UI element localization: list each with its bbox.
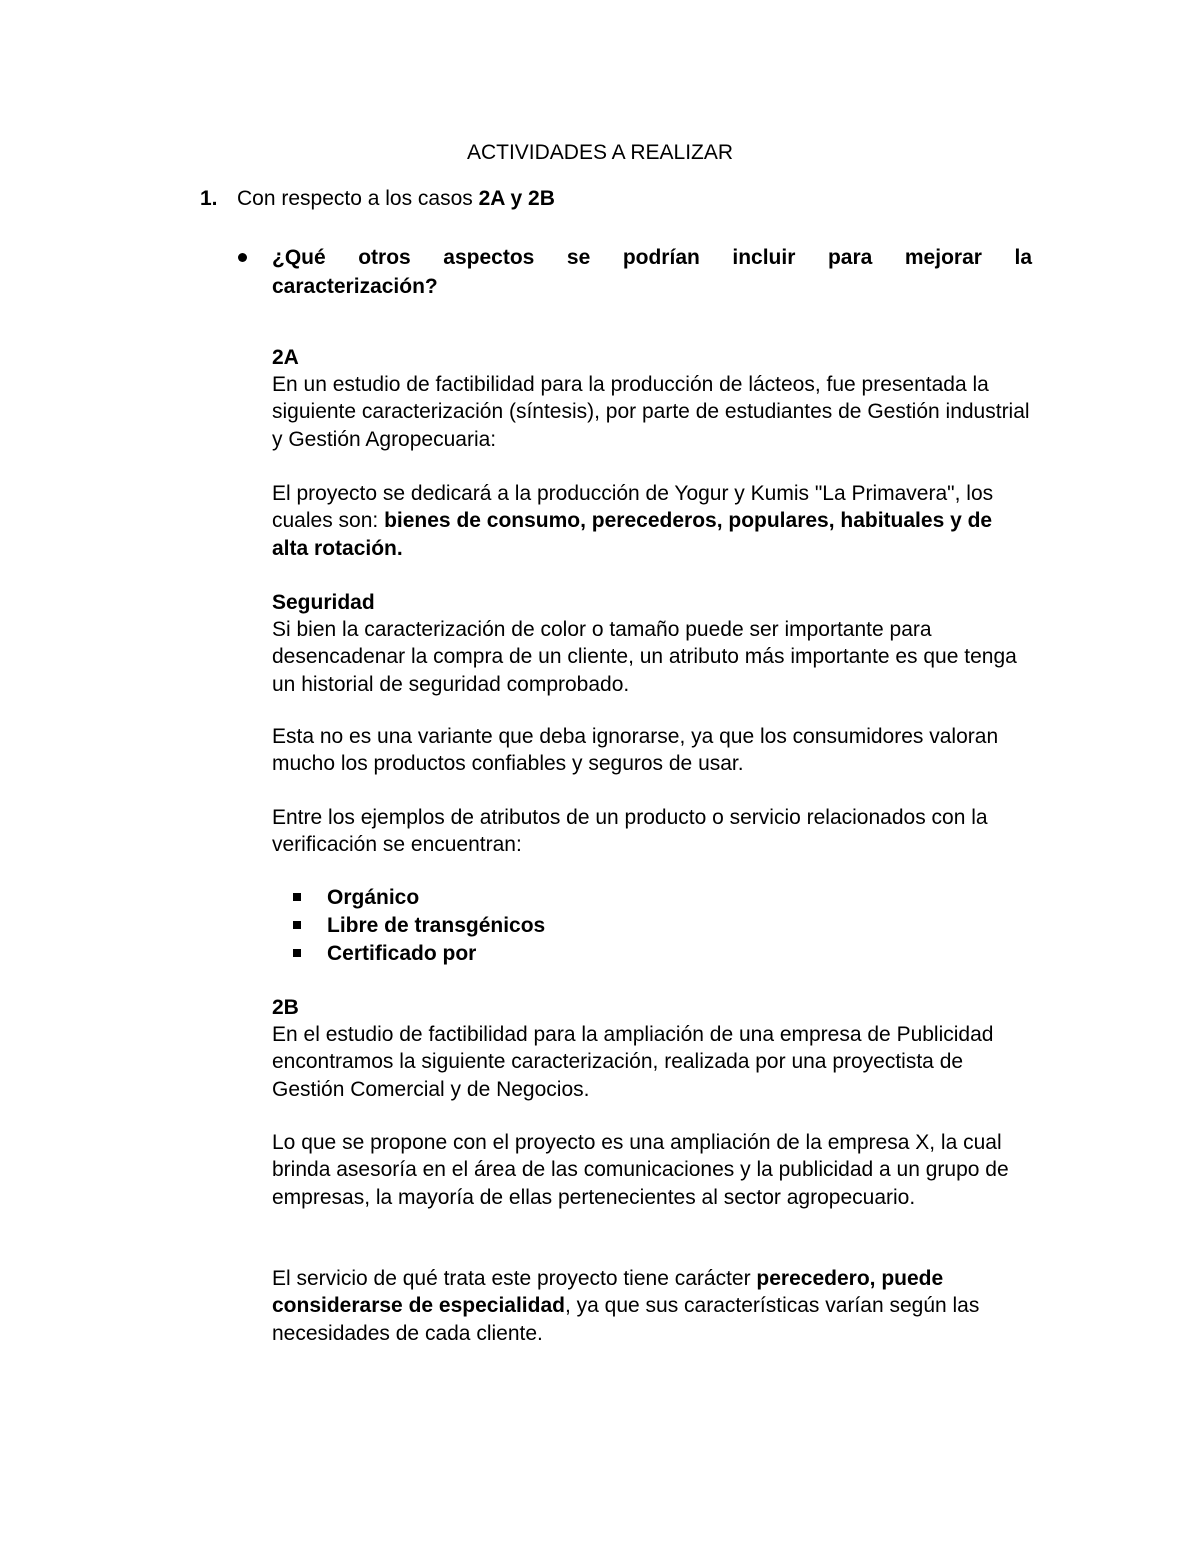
square-bullet-icon <box>293 921 301 929</box>
square-bullet-icon <box>293 893 301 901</box>
security-heading: Seguridad <box>272 591 375 614</box>
security-paragraph-1: Si bien la caracterización de color o tamaño puede ser importante para desencadenar la compra de un cliente, un atributo más importante es que tenga un historial de seguridad comprobado. <box>272 618 1017 696</box>
item-bold-cases: 2A y 2B <box>478 187 555 210</box>
case-2b-paragraph-3 <box>272 1265 1032 1347</box>
page-title: ACTIVIDADES A REALIZAR <box>466 141 734 164</box>
case-2a-project <box>272 480 1032 562</box>
list-item: Certificado por <box>290 940 545 968</box>
case-2b-p3-text-1: El servicio de qué trata este proyecto tiene carácter <box>272 1267 757 1290</box>
numbered-item-1 <box>200 186 555 212</box>
item-number: 1. <box>200 187 218 210</box>
case-2b-heading: 2B <box>272 996 299 1019</box>
round-bullet-icon <box>236 244 256 264</box>
list-item: Libre de transgénicos <box>290 912 545 940</box>
item-text: Con respecto a los casos <box>237 187 479 210</box>
security-paragraph-3: Entre los ejemplos de atributos de un producto o servicio relacionados con la verificación se encuentran: <box>272 806 988 857</box>
question-line-2: caracterización? <box>272 275 438 298</box>
attributes-list <box>290 884 545 968</box>
case-2b-intro: En el estudio de factibilidad para la ampliación de una empresa de Publicidad encontramos la siguiente caracterización, realizada por una proyectista de Gestión Comercial y de Negocios. <box>272 1023 994 1101</box>
square-bullet-icon <box>293 949 301 957</box>
question-line-1: ¿Qué otros aspectos se podrían incluir para mejorar la <box>272 246 1032 269</box>
case-2b-p3-text-2: , ya que sus características varían según las necesidades de cada cliente. <box>272 1294 980 1345</box>
case-2a-intro: En un estudio de factibilidad para la producción de lácteos, fue presentada la siguiente caracterización (síntesis), por parte de estudiantes de Gestión industrial y Gestión Agropecuaria: <box>272 373 1030 451</box>
security-paragraph-2: Esta no es una variante que deba ignorarse, ya que los consumidores valoran mucho los productos confiables y seguros de usar. <box>272 725 999 776</box>
case-2a-project-text: El proyecto se dedicará a la producción de Yogur y Kumis "La Primavera", los cuales son: <box>272 482 994 533</box>
question-text <box>272 243 1032 301</box>
case-2b-p3-bold: perecedero, puede considerarse de especialidad <box>272 1267 944 1318</box>
case-2b-paragraph-2: Lo que se propone con el proyecto es una ampliación de la empresa X, la cual brinda asesoría en el área de las comunicaciones y la publicidad a un grupo de empresas, la mayoría de ellas pertenecientes al sector agropecuario. <box>272 1131 1009 1209</box>
case-2a-project-bold: bienes de consumo, perecederos, populares, habituales y de alta rotación. <box>272 509 993 560</box>
case-2a-heading: 2A <box>272 346 299 369</box>
list-item: Orgánico <box>290 884 545 912</box>
